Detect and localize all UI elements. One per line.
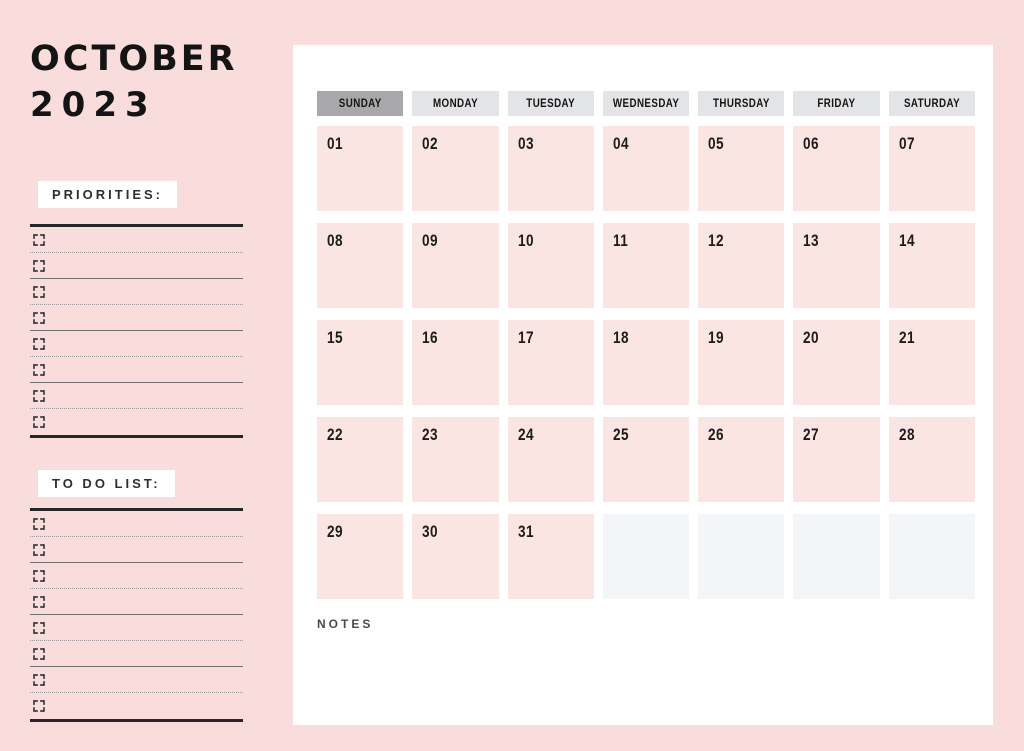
date-cell-14[interactable] bbox=[889, 223, 975, 308]
checkbox-icon[interactable] bbox=[33, 260, 45, 272]
checkbox-icon[interactable] bbox=[33, 570, 45, 582]
date-number: 02 bbox=[422, 134, 439, 153]
checklist-row bbox=[30, 641, 243, 667]
date-cell-08[interactable] bbox=[317, 223, 403, 308]
date-cell-01[interactable] bbox=[317, 126, 403, 211]
date-cell-27[interactable] bbox=[793, 417, 879, 502]
checkbox-icon[interactable] bbox=[33, 544, 45, 556]
day-header-label: MONDAY bbox=[432, 97, 478, 110]
date-cell-31[interactable] bbox=[508, 514, 594, 599]
date-cell-04[interactable] bbox=[603, 126, 689, 211]
date-number: 31 bbox=[517, 522, 534, 541]
day-header-saturday bbox=[889, 91, 975, 116]
checklist-line[interactable] bbox=[45, 253, 243, 278]
checklist-row bbox=[30, 667, 243, 693]
empty-cell bbox=[603, 514, 689, 599]
date-number: 10 bbox=[517, 231, 534, 250]
date-number: 12 bbox=[708, 231, 725, 250]
date-number: 18 bbox=[612, 328, 629, 347]
date-cell-12[interactable] bbox=[698, 223, 784, 308]
checkbox-icon[interactable] bbox=[33, 700, 45, 712]
date-number: 09 bbox=[422, 231, 439, 250]
date-cell-22[interactable] bbox=[317, 417, 403, 502]
day-header-label: FRIDAY bbox=[817, 97, 856, 110]
date-number: 23 bbox=[422, 425, 439, 444]
date-cell-03[interactable] bbox=[508, 126, 594, 211]
checklist-line[interactable] bbox=[45, 589, 243, 614]
checklist-row bbox=[30, 227, 243, 253]
todo-label: TO DO LIST: bbox=[38, 470, 175, 497]
date-cell-02[interactable] bbox=[412, 126, 498, 211]
date-cell-05[interactable] bbox=[698, 126, 784, 211]
checklist-line[interactable] bbox=[45, 383, 243, 408]
checklist-line[interactable] bbox=[45, 641, 243, 666]
date-number: 22 bbox=[327, 425, 343, 444]
date-cell-19[interactable] bbox=[698, 320, 784, 405]
date-cell-17[interactable] bbox=[508, 320, 594, 405]
checklist-row bbox=[30, 331, 243, 357]
date-number: 19 bbox=[708, 328, 725, 347]
checklist-line[interactable] bbox=[45, 563, 243, 588]
checklist-row bbox=[30, 279, 243, 305]
month-title: OCTOBER bbox=[30, 39, 238, 79]
date-number: 06 bbox=[803, 134, 820, 153]
date-cell-06[interactable] bbox=[793, 126, 879, 211]
priorities-label: PRIORITIES: bbox=[38, 181, 177, 208]
checkbox-icon[interactable] bbox=[33, 234, 45, 246]
checklist-line[interactable] bbox=[45, 693, 243, 719]
checklist-row bbox=[30, 253, 243, 279]
date-cell-07[interactable] bbox=[889, 126, 975, 211]
date-number: 17 bbox=[517, 328, 534, 347]
date-cell-10[interactable] bbox=[508, 223, 594, 308]
todo-checklist bbox=[30, 508, 243, 722]
checklist-row bbox=[30, 357, 243, 383]
date-cell-23[interactable] bbox=[412, 417, 498, 502]
date-number: 03 bbox=[517, 134, 534, 153]
checklist-row bbox=[30, 305, 243, 331]
date-number: 24 bbox=[517, 425, 534, 444]
day-header-tuesday bbox=[508, 91, 594, 116]
checklist-row bbox=[30, 537, 243, 563]
checklist-row bbox=[30, 563, 243, 589]
date-cell-21[interactable] bbox=[889, 320, 975, 405]
date-number: 01 bbox=[327, 134, 343, 153]
checklist-line[interactable] bbox=[45, 511, 243, 536]
day-header-sunday bbox=[317, 91, 403, 116]
date-cell-25[interactable] bbox=[603, 417, 689, 502]
date-cell-15[interactable] bbox=[317, 320, 403, 405]
date-cell-26[interactable] bbox=[698, 417, 784, 502]
date-cell-29[interactable] bbox=[317, 514, 403, 599]
date-number: 15 bbox=[327, 328, 343, 347]
checkbox-icon[interactable] bbox=[33, 312, 45, 324]
checklist-row bbox=[30, 383, 243, 409]
checkbox-icon[interactable] bbox=[33, 416, 45, 428]
date-number: 05 bbox=[708, 134, 725, 153]
date-number: 13 bbox=[803, 231, 820, 250]
checklist-row bbox=[30, 615, 243, 641]
day-header-row bbox=[317, 91, 975, 116]
empty-cell bbox=[698, 514, 784, 599]
checkbox-icon[interactable] bbox=[33, 518, 45, 530]
date-number: 16 bbox=[422, 328, 439, 347]
checklist-line[interactable] bbox=[45, 615, 243, 640]
date-cell-11[interactable] bbox=[603, 223, 689, 308]
checklist-line[interactable] bbox=[45, 409, 243, 435]
day-header-label: TUESDAY bbox=[526, 97, 576, 110]
day-header-monday bbox=[412, 91, 498, 116]
day-header-label: SUNDAY bbox=[338, 97, 382, 110]
calendar-panel bbox=[293, 45, 993, 725]
checkbox-icon[interactable] bbox=[33, 674, 45, 686]
year-title: 2023 bbox=[30, 85, 157, 125]
priorities-checklist bbox=[30, 224, 243, 438]
date-number: 21 bbox=[898, 328, 915, 347]
checkbox-icon[interactable] bbox=[33, 648, 45, 660]
checklist-line[interactable] bbox=[45, 537, 243, 562]
date-cell-09[interactable] bbox=[412, 223, 498, 308]
day-header-friday bbox=[793, 91, 879, 116]
date-cell-28[interactable] bbox=[889, 417, 975, 502]
checkbox-icon[interactable] bbox=[33, 596, 45, 608]
date-number: 28 bbox=[898, 425, 915, 444]
checklist-row bbox=[30, 511, 243, 537]
checklist-line[interactable] bbox=[45, 227, 243, 252]
checkbox-icon[interactable] bbox=[33, 390, 45, 402]
date-cell-13[interactable] bbox=[793, 223, 879, 308]
date-number: 14 bbox=[898, 231, 915, 250]
checklist-line[interactable] bbox=[45, 279, 243, 304]
date-number: 07 bbox=[898, 134, 915, 153]
notes-label: NOTES bbox=[317, 617, 374, 631]
date-number: 20 bbox=[803, 328, 820, 347]
date-number: 29 bbox=[327, 522, 343, 541]
checkbox-icon[interactable] bbox=[33, 364, 45, 376]
checkbox-icon[interactable] bbox=[33, 338, 45, 350]
date-cell-30[interactable] bbox=[412, 514, 498, 599]
date-grid bbox=[317, 126, 975, 599]
checklist-row bbox=[30, 693, 243, 719]
checklist-line[interactable] bbox=[45, 305, 243, 330]
date-number: 25 bbox=[612, 425, 629, 444]
checklist-line[interactable] bbox=[45, 331, 243, 356]
date-number: 27 bbox=[803, 425, 820, 444]
checklist-row bbox=[30, 409, 243, 435]
day-header-thursday bbox=[698, 91, 784, 116]
empty-cell bbox=[889, 514, 975, 599]
day-header-wednesday bbox=[603, 91, 689, 116]
date-number: 11 bbox=[612, 231, 629, 250]
date-number: 04 bbox=[612, 134, 629, 153]
checklist-line[interactable] bbox=[45, 357, 243, 382]
day-header-label: THURSDAY bbox=[712, 97, 770, 110]
day-header-label: SATURDAY bbox=[903, 97, 960, 110]
checkbox-icon[interactable] bbox=[33, 622, 45, 634]
checklist-row bbox=[30, 589, 243, 615]
empty-cell bbox=[793, 514, 879, 599]
date-number: 08 bbox=[327, 231, 343, 250]
date-cell-20[interactable] bbox=[793, 320, 879, 405]
date-number: 30 bbox=[422, 522, 439, 541]
date-cell-18[interactable] bbox=[603, 320, 689, 405]
checklist-line[interactable] bbox=[45, 667, 243, 692]
date-number: 26 bbox=[708, 425, 725, 444]
day-header-label: WEDNESDAY bbox=[612, 97, 680, 110]
date-cell-24[interactable] bbox=[508, 417, 594, 502]
date-cell-16[interactable] bbox=[412, 320, 498, 405]
checkbox-icon[interactable] bbox=[33, 286, 45, 298]
notes-area[interactable] bbox=[317, 638, 975, 708]
